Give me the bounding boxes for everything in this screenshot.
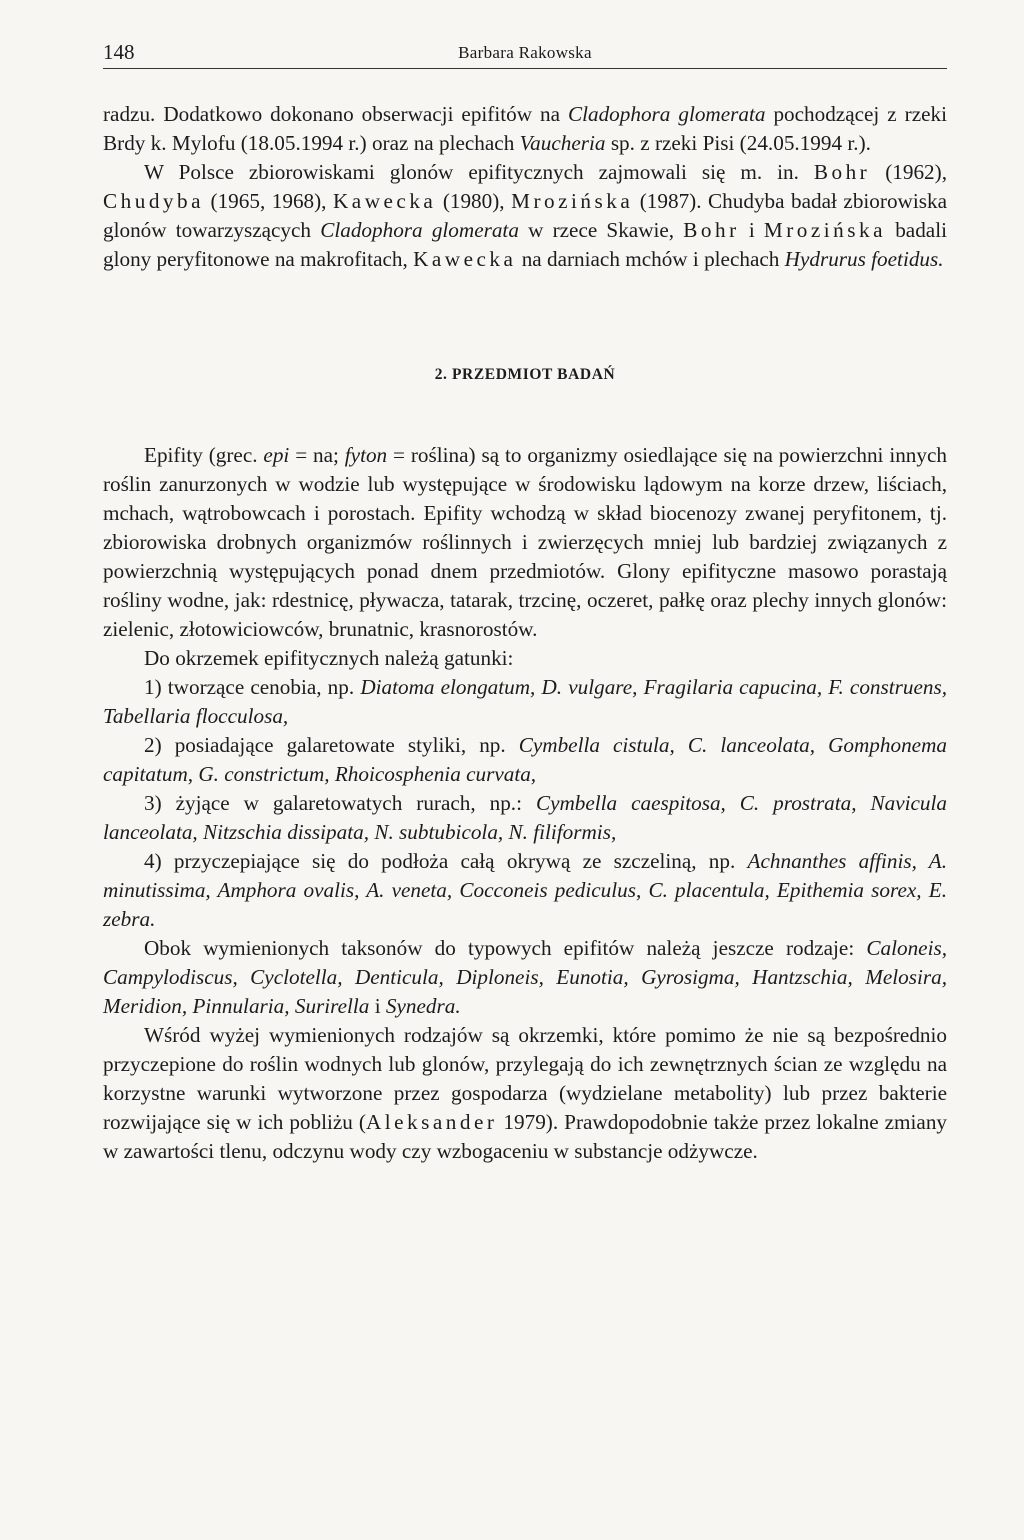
- text-run: i: [739, 218, 764, 242]
- intro-block: [103, 100, 947, 274]
- paragraph: [103, 158, 947, 274]
- paragraph: [103, 673, 947, 731]
- paragraph: [103, 731, 947, 789]
- author-name: Chudyba: [103, 189, 205, 213]
- main-text: [103, 100, 947, 1166]
- author-name: Kawecka: [413, 247, 517, 271]
- text-run: (1987). Chudyba badał zbiorowiska glonów towarzyszących: [103, 189, 947, 242]
- paragraph: [103, 100, 947, 158]
- paragraph: [103, 847, 947, 934]
- section-block: [103, 441, 947, 1166]
- page-header: [103, 38, 947, 69]
- text-run: badali glony peryfitonowe na makrofitach,: [103, 218, 947, 271]
- italic-text: Hydrurus foetidus.: [784, 247, 944, 271]
- text-run: W Polsce zbiorowiskami glonów epifitycznych zajmowali się m. in.: [144, 160, 814, 184]
- author-name: Mrozińska: [763, 218, 887, 242]
- text-run: (1962),: [870, 160, 947, 184]
- running-title: Barbara Rakowska: [458, 43, 592, 62]
- text-run: 1979). Prawdopodobnie także przez lokalne zmiany w zawartości tlenu, odczynu wody czy wzbogaceniu w substancje odżywcze.: [103, 1110, 948, 1163]
- italic-text: Cladophora glomerata: [567, 102, 766, 126]
- text-run: pochodzącej z rzeki Brdy k. Mylofu (18.05.1994 r.) oraz na plechach: [103, 102, 947, 155]
- italic-text: Diatoma elongatum, D. vulgare, Fragilaria capucina, F. construens, Tabellaria flocculosa,: [103, 675, 948, 728]
- text-run: sp. z rzeki Pisi (24.05.1994 r.).: [605, 131, 871, 155]
- italic-text: Cymbella caespitosa, C. prostrata, Navicula lanceolata, Nitzschia dissipata, N. subtubicola, N. filiformis,: [103, 791, 948, 844]
- section-heading: 2. PRZEDMIOT BADAŃ: [434, 366, 616, 383]
- text-run: na darniach mchów i plechach: [516, 247, 785, 271]
- text-run: 4) przyczepiające się do podłoża całą okrywą ze szczeliną, np.: [144, 849, 748, 873]
- italic-text: Synedra.: [385, 994, 461, 1018]
- paragraph: [103, 644, 947, 673]
- text-run: = na;: [289, 443, 345, 467]
- author-name: Kawecka: [333, 189, 437, 213]
- text-run: 1) tworzące cenobia, np.: [144, 675, 361, 699]
- italic-text: epi: [263, 443, 290, 467]
- italic-text: Cladophora glomerata: [320, 218, 519, 242]
- text-run: Do okrzemek epifitycznych należą gatunki:: [144, 646, 514, 670]
- author-name: Aleksander: [365, 1110, 498, 1134]
- text-run: w rzece Skawie,: [518, 218, 684, 242]
- author-name: Mrozińska: [511, 189, 634, 213]
- paragraph: [103, 789, 947, 847]
- text-run: (1965, 1968),: [204, 189, 333, 213]
- paragraph: [103, 441, 947, 644]
- text-run: Obok wymienionych taksonów do typowych epifitów należą jeszcze rodzaje:: [144, 936, 867, 960]
- italic-text: Achnanthes affinis, A. minutissima, Amphora ovalis, A. veneta, Cocconeis pediculus, C. placentula, Epithemia sorex, E. zebra.: [103, 849, 947, 931]
- text-run: Epifity (grec.: [144, 443, 264, 467]
- text-run: radzu. Dodatkowo dokonano obserwacji epifitów na: [103, 102, 568, 126]
- text-run: Wśród wyżej wymienionych rodzajów są okrzemki, które pomimo że nie są bezpośrednio przyczepione do roślin wodnych lub glonów, przylegają do ich zewnętrznych ścian ze względu na korzystne warunki wytworzone przez gospodarza (wydzielane metabolity) lub przez bakterie rozwijające się w ich pobliżu (: [103, 1023, 947, 1134]
- italic-text: Caloneis, Campylodiscus, Cyclotella, Denticula, Diploneis, Eunotia, Gyrosigma, Hantzschia, Melosira, Meridion, Pinnularia, Surirella: [103, 936, 947, 1018]
- text-run: = roślina) są to organizmy osiedlające się na powierzchni innych roślin zanurzonych w wodzie lub występujące w środowisku lądowym na korze drzew, liściach, mchach, wątrobowcach i porostach. Epifity wchodzą w skład biocenozy zwanej peryfitonem, tj. zbiorowiska drobnych organizmów roślinnych i zwierzęcych mniej lub bardziej związanych z powierzchnią występujących ponad dnem przedmiotów. Glony epifityczne masowo porastają rośliny wodne, jak: rdestnicę, pływacza, tatarak, trzcinę, oczeret, pałkę oraz plechy innych glonów: zielenic, złotowiciowców, brunatnic, krasnorostów.: [103, 443, 947, 641]
- paragraph: [103, 934, 947, 1021]
- author-name: Bohr: [813, 160, 871, 184]
- author-name: Bohr: [683, 218, 740, 242]
- italic-text: Cymbella cistula, C. lanceolata, Gomphonema capitatum, G. constrictum, Rhoicosphenia curvata,: [103, 733, 947, 786]
- text-run: 2) posiadające galaretowate styliki, np.: [144, 733, 519, 757]
- italic-text: fyton: [344, 443, 388, 467]
- text-run: i: [369, 994, 386, 1018]
- text-run: (1980),: [436, 189, 512, 213]
- paragraph: [103, 1021, 947, 1166]
- page-number: 148: [103, 40, 135, 64]
- italic-text: Vaucheria: [519, 131, 606, 155]
- text-run: 3) żyjące w galaretowatych rurach, np.:: [144, 791, 536, 815]
